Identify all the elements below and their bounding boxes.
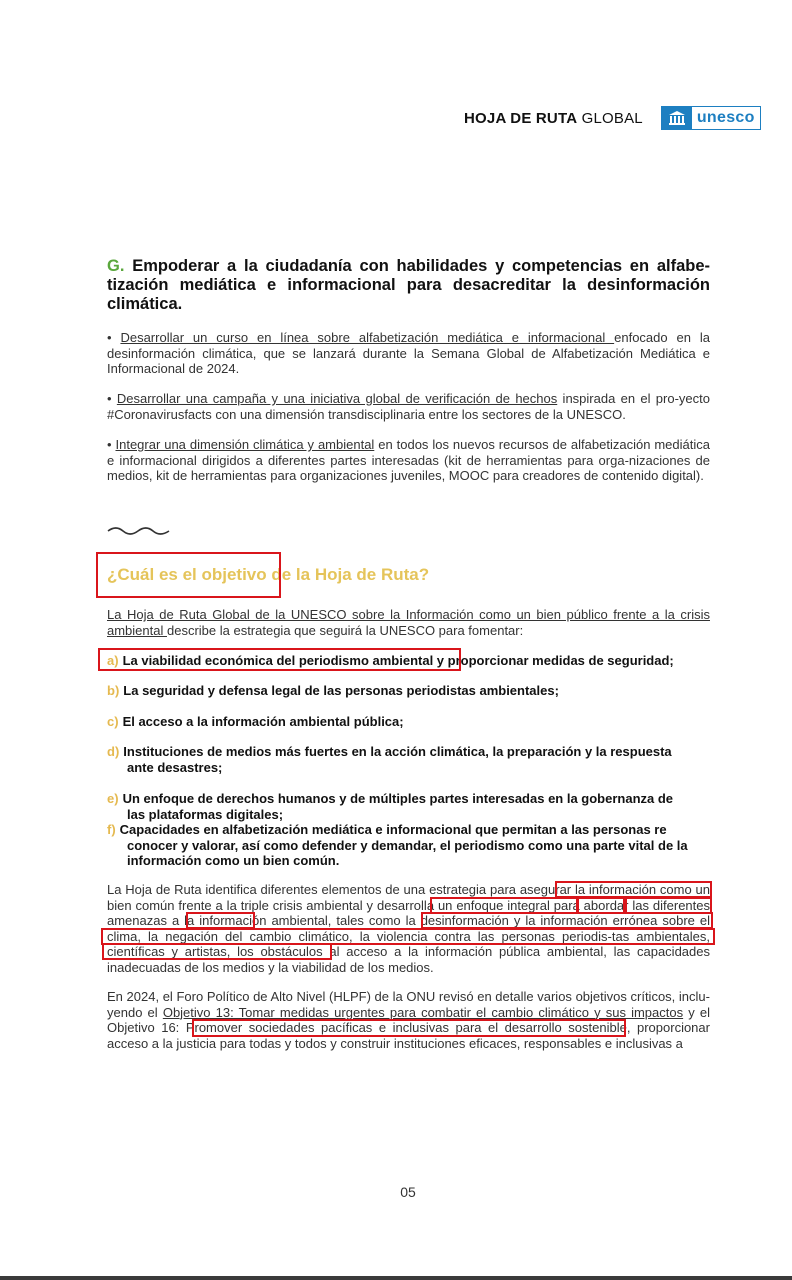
item-text-cont: las plataformas digitales;	[127, 806, 284, 822]
strategy-paragraph: La Hoja de Ruta identifica diferentes elementos de una estrategia para asegurar la información como un bien común frente a la triple crisis ambiental y desarrolla un enfoque integral para abordar las diferentes amenazas a la información ambiental, tales como la desinformación y la información errónea sobre el clima, la negación del cambio climático, la violencia contra las personas periodis-tas ambientales, científicas y artistas, los obstáculos al acceso a la información pública ambiental, las capacidades inadecuadas de los medios y la viabilidad de los medios.	[107, 882, 710, 975]
item-letter: e)	[107, 791, 119, 806]
hlpf-text-b: y el Objetivo 16:	[107, 1004, 711, 1035]
bullet-3-link[interactable]: Integrar una dimensión climática y ambiental	[115, 437, 375, 452]
item-text: Capacidades en alfabetización mediática e informacional que permitan a las personas re	[119, 822, 667, 837]
header-title	[464, 110, 643, 127]
roadmap-link[interactable]: La Hoja de Ruta Global de la UNESCO sobre la Información como un bien público frente a la crisis ambiental	[107, 607, 710, 638]
bullet-3-text: en todos los nuevos recursos de alfabetización mediática e informacional dirigidos a diferentes partes interesadas (kit de herramientas para orga-nizaciones de medios, kit de herramientas para organizaciones juveniles, MOOC para creadores de contenido digital).	[107, 437, 710, 483]
item-letter: d)	[107, 744, 120, 759]
bullet-3: • Integrar una dimensión climática y ambiental en todos los nuevos recursos de alfabetización mediática e informacional dirigidos a diferentes partes interesadas (kit de herramientas para orga-nizaciones de medios, kit de herramientas para organizaciones juveniles, MOOC para creadores de contenido digital).	[107, 437, 710, 483]
objective-16-text: Promover sociedades pacíficas e inclusivas para el desarrollo sostenible	[185, 1020, 627, 1035]
objective-item-b	[107, 683, 710, 699]
bullet-2: • Desarrollar una campaña y una iniciativa global de verificación de hechos inspirada en el pro-yecto #Coronavirusfacts con una dimensión transdisciplinaria entre los sectores de la UNESCO.	[107, 391, 710, 422]
item-letter: a)	[107, 653, 119, 668]
document-header	[464, 106, 761, 130]
objective-item-a	[107, 653, 710, 669]
item-text-cont: ante desastres;	[127, 759, 223, 775]
section-g-heading	[107, 257, 710, 314]
bullet-2-text: inspirada en el pro-yecto #Coronavirusfacts con una dimensión transdisciplinaria entre los sectores de la UNESCO.	[107, 391, 710, 422]
item-text: La seguridad y defensa legal de las personas periodistas ambientales;	[123, 683, 559, 698]
objective-item-e	[107, 791, 710, 822]
bottom-border	[0, 1276, 792, 1280]
bullet-1-text: enfocado en la desinformación climática, que se lanzará durante la Semana Global de Alfabetización Mediática e Informacional de 2024.	[107, 330, 710, 376]
logo-text: unesco	[696, 109, 755, 126]
item-text: La viabilidad económica del periodismo ambiental y proporcionar medidas de seguridad;	[122, 653, 674, 668]
bullet-1-link[interactable]: Desarrollar un curso en línea sobre alfabetización mediática e informacional	[120, 330, 615, 345]
objective-title: ¿Cuál es el objetivo de la Hoja de Ruta?	[107, 565, 430, 584]
objective-item-f	[107, 822, 710, 869]
objective-item-c	[107, 714, 710, 730]
objective-intro	[107, 607, 710, 638]
page-number: 05	[400, 1184, 416, 1200]
item-letter: b)	[107, 683, 120, 698]
objective-13-link[interactable]: Objetivo 13: Tomar medidas urgentes para combatir el cambio climático y sus impactos	[162, 1004, 684, 1020]
bullet-2-link[interactable]: Desarrollar una campaña y una iniciativa global de verificación de hechos	[116, 391, 558, 406]
unesco-logo	[661, 106, 761, 130]
item-text: Instituciones de medios más fuertes en la acción climática, la preparación y la respuesta	[123, 744, 672, 759]
header-title-bold: HOJA DE RUTA	[464, 109, 578, 127]
item-text: Un enfoque de derechos humanos y de múltiples partes interesadas en la gobernanza de	[122, 791, 674, 806]
item-letter: f)	[107, 822, 116, 837]
section-g-heading-text: Empoderar a la ciudadanía con habilidades y competencias en alfabe-tización mediática e informacional para desacreditar la desinformación climática.	[107, 257, 710, 313]
intro-text: describe la estrategia que seguirá la UNESCO para fomentar:	[166, 622, 524, 638]
hlpf-paragraph	[107, 989, 710, 1051]
section-letter: G.	[107, 257, 125, 275]
objective-item-d	[107, 744, 710, 775]
hlpf-text-c: , proporcionar acceso a la justicia para todas y todos y construir instituciones eficaces, responsables e inclusivas a	[107, 1020, 710, 1051]
bullet-1: • Desarrollar un curso en línea sobre alfabetización mediática e informacional enfocado en la desinformación climática, que se lanzará durante la Semana Global de Alfabetización Mediática e Informacional de 2024.	[107, 330, 710, 376]
temple-icon	[662, 107, 692, 129]
hlpf-text-a: En 2024, el Foro Político de Alto Nivel (HLPF) de la ONU revisó en detalle varios objetivos críticos, inclu-yendo el	[107, 989, 710, 1020]
header-title-light: GLOBAL	[581, 109, 643, 127]
item-text: El acceso a la información ambiental pública;	[122, 714, 404, 729]
item-letter: c)	[107, 714, 119, 729]
wave-divider-icon	[107, 523, 171, 537]
item-text-cont: conocer y valorar, así como defender y demandar, el periodismo como una parte vital de la información como un bien común.	[127, 837, 688, 868]
